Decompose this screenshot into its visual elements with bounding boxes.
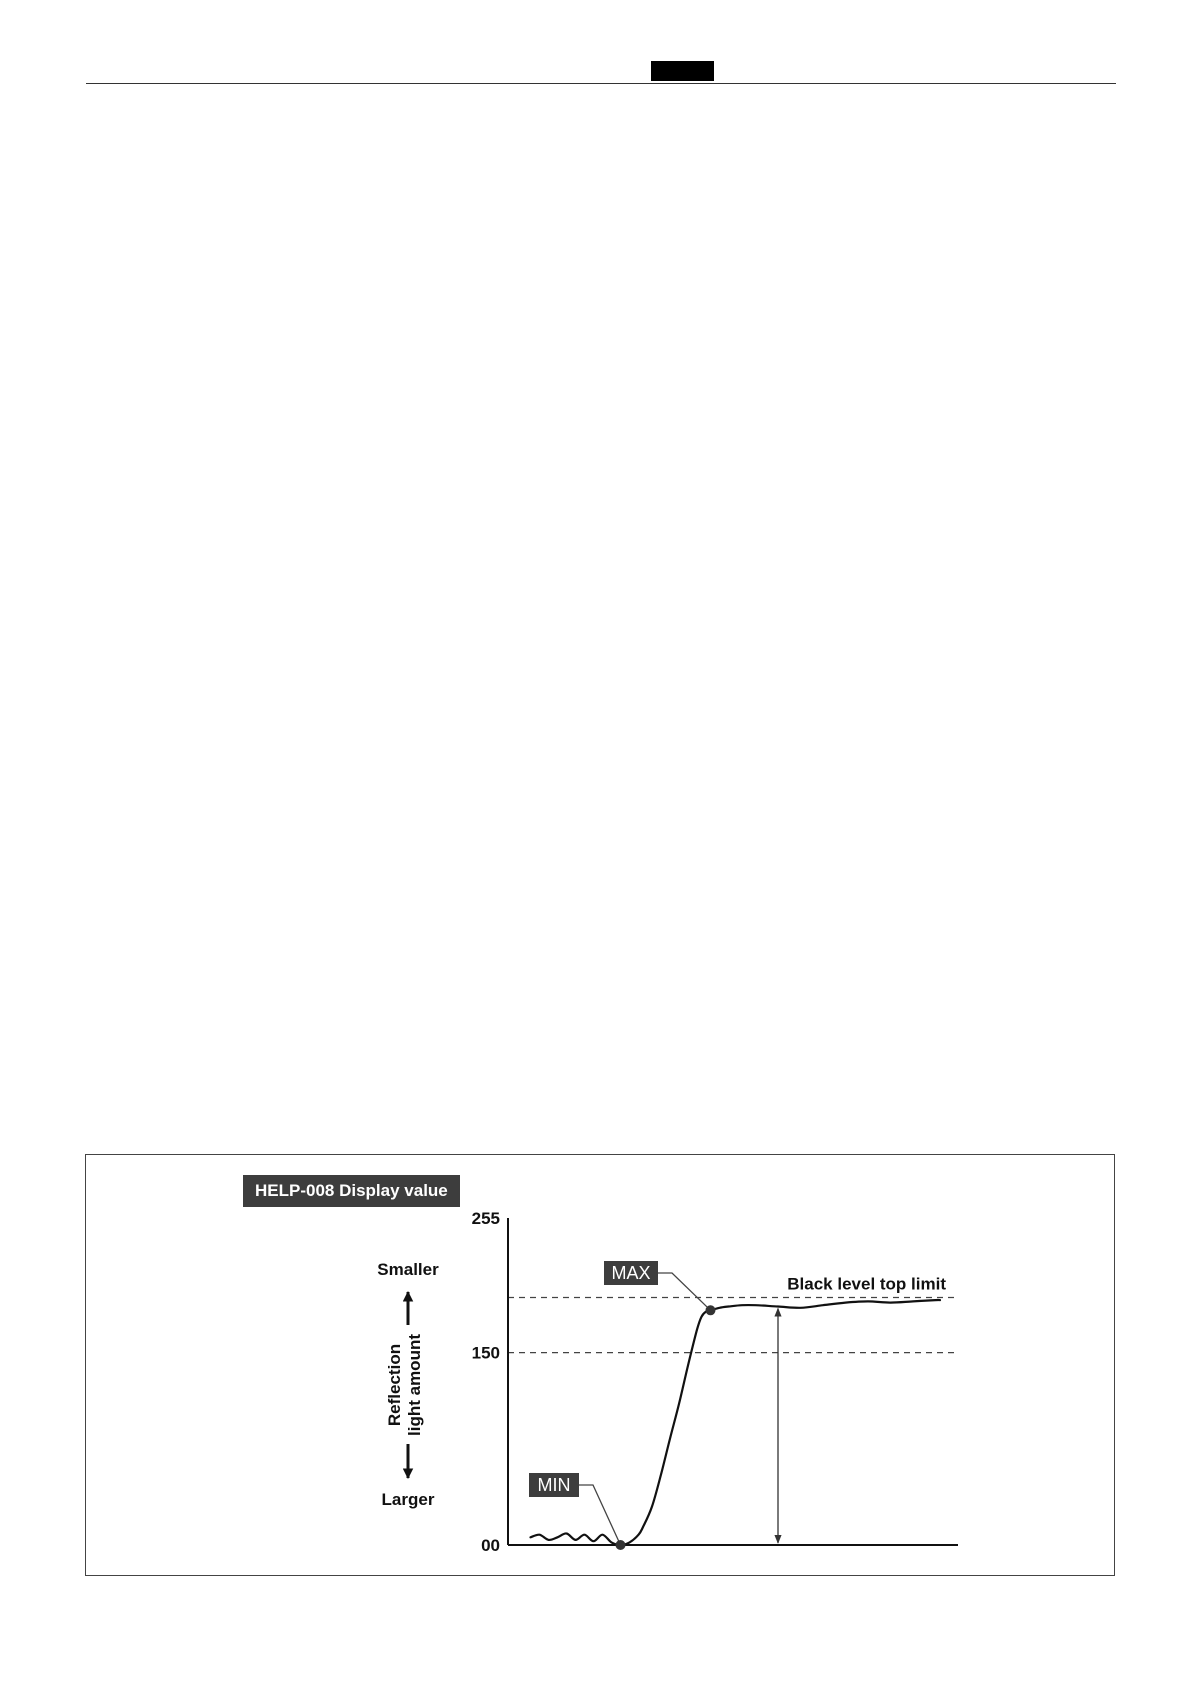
y-tick-label-2: 255 — [471, 1209, 500, 1228]
figure-label: HELP-008 Display value — [243, 1175, 460, 1207]
direction-smaller-label: Smaller — [377, 1260, 439, 1279]
callout-point-max — [706, 1305, 716, 1315]
callout-label-max: MAX — [611, 1263, 651, 1283]
y-tick-label-0: 00 — [481, 1536, 500, 1555]
series-line — [531, 1300, 941, 1545]
y-tick-labels — [472, 1209, 500, 1555]
y-tick-label-1: 150 — [471, 1343, 500, 1363]
black-level-top-limit-label: Black level top limit — [787, 1274, 946, 1294]
callout-label-min: MIN — [537, 1475, 571, 1495]
direction-larger-label: Larger — [381, 1490, 435, 1509]
y-axis-label-group — [377, 1260, 439, 1509]
ylabel-line-1: Reflection — [385, 1343, 404, 1427]
callout-leader-0 — [658, 1273, 711, 1310]
ylabel-line-2: light amount — [405, 1334, 424, 1436]
callout-point-min — [616, 1540, 626, 1550]
callouts — [529, 1261, 716, 1550]
